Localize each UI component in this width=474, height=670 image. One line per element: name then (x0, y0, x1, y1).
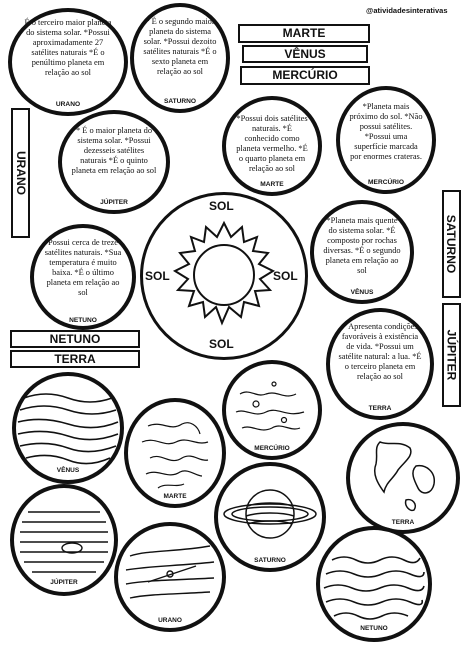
planet-urano-image (114, 522, 226, 632)
fact-text: * É o maior planeta do sistema solar. *Possui dezesseis satélites naturais *É o quinto planeta em relação ao sol (71, 126, 157, 175)
venus-icon (16, 376, 120, 480)
planet-label: VÊNUS (56, 467, 80, 474)
mars-icon (128, 402, 222, 504)
planet-netuno-image (316, 526, 432, 642)
author-handle: @atividadesinterativas (366, 6, 448, 15)
planet-label: URANO (158, 617, 182, 624)
planet-label: JÚPITER (50, 579, 78, 586)
fact-text: Possui cerca de treze satélites naturais. *Sua temperatura é muito baixa. *É o último planeta em relação ao sol (44, 238, 122, 297)
vertical-label-urano[interactable]: URANO (11, 108, 30, 238)
label-box-marte[interactable]: MARTE (238, 24, 370, 43)
fact-circle-saturno (130, 3, 230, 113)
fact-name: MARTE (260, 181, 284, 188)
fact-name: URANO (55, 101, 81, 108)
fact-circle-urano (8, 8, 128, 116)
sun-outer-circle (140, 192, 308, 360)
label-box-mercurio[interactable]: MERCÚRIO (240, 66, 370, 85)
planet-saturno-image (214, 462, 326, 572)
planet-venus-image (12, 372, 124, 484)
planet-label: MARTE (163, 493, 187, 500)
vertical-label-saturno[interactable]: SATURNO (442, 190, 461, 298)
saturn-icon (218, 466, 322, 568)
planet-terra-image (346, 422, 460, 534)
sun-label-top: SOL (209, 199, 234, 213)
earth-icon (350, 426, 456, 530)
fact-circle-marte (222, 96, 322, 196)
label-box-venus[interactable]: VÊNUS (242, 45, 368, 63)
planet-label: SATURNO (254, 557, 286, 564)
jupiter-icon (14, 488, 114, 592)
sun-label-right: SOL (273, 269, 298, 283)
fact-name: MERCÚRIO (368, 179, 404, 186)
planet-jupiter-image (10, 484, 118, 596)
vertical-label-jupiter[interactable]: JÚPITER (442, 303, 461, 407)
fact-name: NETUNO (69, 317, 97, 324)
fact-text: *Planeta mais próximo do sol. *Não possui satélites. *Possui uma superfície marcada por enormes crateras. (349, 102, 423, 161)
fact-circle-venus (310, 200, 414, 304)
fact-text: *Possui dois satélites naturais. *É conhecido como planeta vermelho. *É o quarto planeta em relação ao sol (236, 114, 308, 173)
planet-label: TERRA (391, 519, 415, 526)
fact-circle-mercurio (336, 86, 436, 194)
sun-label-bottom: SOL (209, 337, 234, 351)
fact-circle-netuno (30, 224, 136, 330)
fact-circle-terra (326, 308, 434, 420)
label-box-terra[interactable]: TERRA (10, 350, 140, 368)
planet-label: NETUNO (360, 625, 388, 632)
fact-name: SATURNO (163, 98, 197, 105)
sun-label-left: SOL (145, 269, 170, 283)
planet-mercurio-image (222, 360, 322, 460)
neptune-icon (320, 530, 428, 638)
planet-label: MERCÚRIO (254, 445, 290, 452)
fact-text: É o terceiro maior planeta do sistema solar. *Possui aproximadamente 27 satélites naturais *É o penúltimo planeta em relação ao sol (24, 18, 112, 77)
uranus-icon (118, 526, 222, 628)
fact-name: VÊNUS (350, 289, 374, 296)
fact-text: *Planeta mais quente do sistema solar. *É composto por rochas diversas. *É o segundo planeta em relação ao sol (323, 216, 401, 275)
mercury-icon (226, 364, 318, 456)
planet-marte-image (124, 398, 226, 508)
fact-name: TERRA (368, 405, 392, 412)
fact-name: JÚPITER (100, 199, 128, 206)
label-box-netuno[interactable]: NETUNO (10, 330, 140, 348)
fact-text: * Apresenta condições favoráveis à existência de vida. *Possui um satélite natural: a lua. *É o terceiro planeta em relação ao sol (338, 322, 422, 381)
fact-text: * É o segundo maior planeta do sistema solar. *Possui dezoito satélites naturais *É o sexto planeta em relação ao sol (143, 17, 217, 76)
